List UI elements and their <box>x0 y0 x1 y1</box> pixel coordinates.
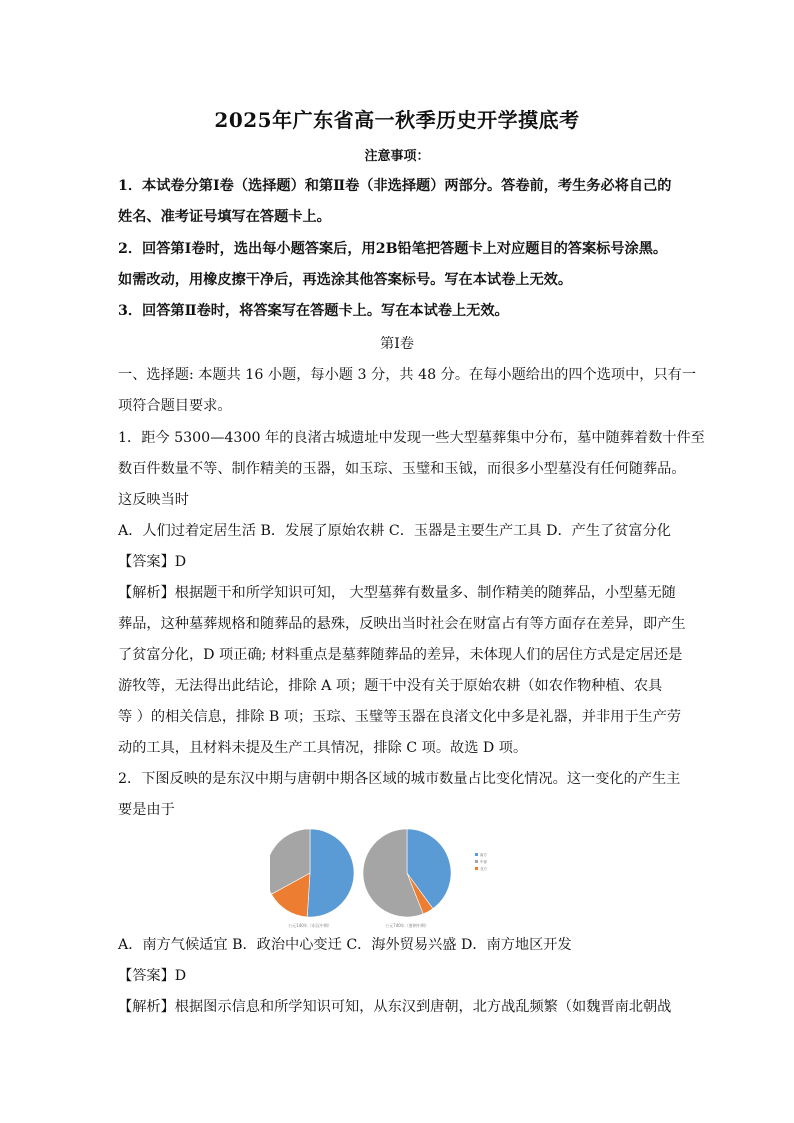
question-1-stem: 数百件数量不等、制作精美的玉器，如玉琮、玉璧和玉钺，而很多小型墓没有任何随葬品。 <box>118 461 686 477</box>
pie-legend <box>475 852 488 871</box>
question-1-analysis: 了贫富分化，D 项正确; 材料重点是墓葬随葬品的差异，未体现人们的居住方式是定居还是 <box>118 647 683 663</box>
question-2-options: A．南方气候适宜 B．政治中心变迁 C．海外贸易兴盛 D．南方地区开发 <box>118 937 572 953</box>
instruction-line: 项符合题目要求。 <box>118 398 232 414</box>
question-2-stem: 要是由于 <box>118 802 175 818</box>
legend-swatch <box>475 853 478 856</box>
question-1-stem: 这反映当时 <box>118 492 189 508</box>
question-2-answer: 【答案】D <box>118 968 187 984</box>
pie-caption: 公元140年（东汉中期） <box>288 923 332 928</box>
legend-swatch <box>475 867 478 870</box>
question-1-analysis: 葬品，这种墓葬规格和随葬品的悬殊，反映出当时社会在财富占有等方面存在差异，即产生 <box>118 616 686 632</box>
question-1-stem: 1．距今 5300—4300 年的良渚古城遗址中发现一些大型墓葬集中分布，墓中随葬着数十件至 <box>118 430 705 446</box>
question-1-analysis: 等 ）的相关信息，排除 B 项；玉琮、玉璧等玉器在良渚文化中多是礼器，并非用于生产劳 <box>118 709 682 725</box>
notice-item: 1．本试卷分第Ⅰ卷（选择题）和第Ⅱ卷（非选择题）两部分。答卷前，考生务必将自己的 <box>118 178 672 194</box>
question-1-analysis: 游牧等，无法得出此结论，排除 A 项；题干中没有关于原始农耕（如农作物种植、农具 <box>118 678 663 694</box>
notice-item: 2．回答第Ⅰ卷时，选出每小题答案后，用2B铅笔把答题卡上对应题目的答案标号涂黑。 <box>118 241 668 257</box>
exam-title: 2025年广东省高一秋季历史开学摸底考 <box>214 108 580 132</box>
question-1-answer: 【答案】D <box>118 554 187 570</box>
notice-item: 姓名、准考证号填写在答题卡上。 <box>118 209 331 225</box>
question-1-options: A．人们过着定居生活 B．发展了原始农耕 C．玉器是主要生产工具 D．产生了贫富分化 <box>118 523 671 539</box>
city-share-pie-charts <box>270 823 540 933</box>
pie-caption: 公元740年（唐朝中期） <box>385 923 429 928</box>
question-2-analysis: 【解析】根据图示信息和所学知识可知，从东汉到唐朝，北方战乱频繁（如魏晋南北朝战 <box>118 999 672 1015</box>
question-1-analysis: 动的工具，且材料未提及生产工具情况，排除 C 项。故选 D 项。 <box>118 740 528 756</box>
legend-label: 北方 <box>480 867 487 871</box>
legend-swatch <box>475 860 478 863</box>
question-2-stem: 2．下图反映的是东汉中期与唐朝中期各区域的城市数量占比变化情况。这一变化的产生主 <box>118 771 681 787</box>
legend-label: 中部 <box>480 860 487 864</box>
question-1-analysis: 【解析】根据题干和所学知识可知， 大型墓葬有数量多、制作精美的随葬品，小型墓无随 <box>118 585 676 601</box>
notice-item: 如需改动，用橡皮擦干净后，再选涂其他答案标号。写在本试卷上无效。 <box>118 272 573 288</box>
notice-item: 3．回答第Ⅱ卷时，将答案写在答题卡上。写在本试卷上无效。 <box>118 303 509 319</box>
instruction-line: 一、选择题: 本题共 16 小题，每小题 3 分，共 48 分。在每小题给出的四个选项中，只有一 <box>118 367 697 383</box>
legend-label: 南方 <box>480 853 487 857</box>
section-title: 第Ⅰ卷 <box>380 336 414 352</box>
notice-heading: 注意事项： <box>364 149 430 164</box>
pie-slice-南方 <box>307 829 354 917</box>
